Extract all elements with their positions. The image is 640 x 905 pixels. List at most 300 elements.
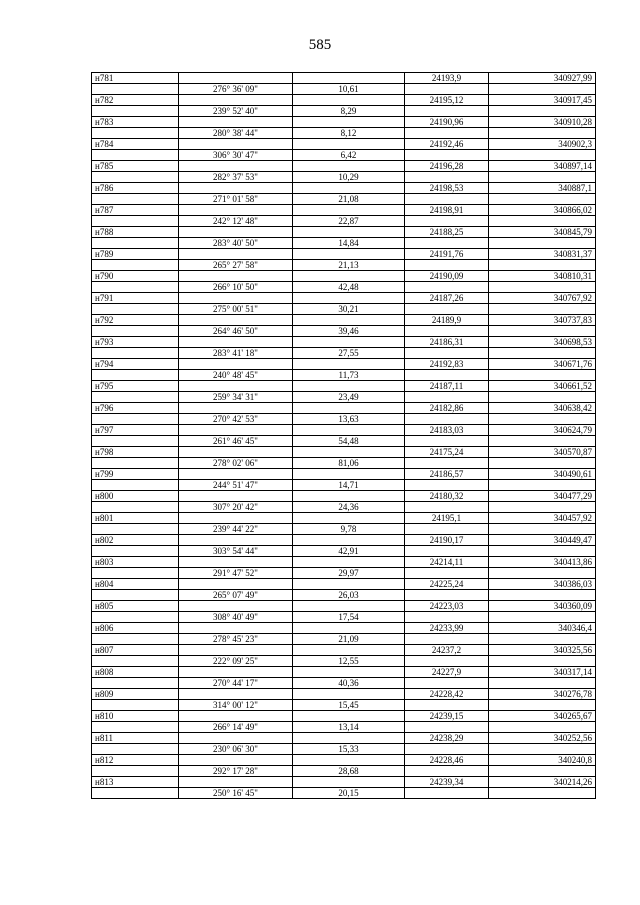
page-number: 585 — [308, 37, 332, 53]
empty-cell — [92, 370, 179, 381]
coordinate-x: 24198,91 — [405, 205, 489, 216]
empty-cell — [92, 480, 179, 491]
empty-cell — [179, 403, 293, 414]
coordinates-table-body — [92, 73, 596, 799]
empty-cell — [489, 282, 596, 293]
segment-distance: 54,48 — [293, 436, 405, 447]
empty-cell — [405, 106, 489, 117]
coordinate-y: 340897,14 — [489, 161, 596, 172]
segment-distance: 30,21 — [293, 304, 405, 315]
point-id: н797 — [92, 425, 179, 436]
segment-distance: 6,42 — [293, 150, 405, 161]
segment-row — [92, 348, 596, 359]
coordinate-x: 24237,2 — [405, 645, 489, 656]
coordinate-x: 24192,83 — [405, 359, 489, 370]
empty-cell — [405, 326, 489, 337]
segment-distance: 42,48 — [293, 282, 405, 293]
segment-distance: 27,55 — [293, 348, 405, 359]
segment-distance: 24,36 — [293, 502, 405, 513]
coordinate-y: 340831,37 — [489, 249, 596, 260]
empty-cell — [489, 678, 596, 689]
point-row — [92, 315, 596, 326]
empty-cell — [92, 326, 179, 337]
segment-row — [92, 612, 596, 623]
coordinate-y: 340671,76 — [489, 359, 596, 370]
segment-row — [92, 304, 596, 315]
point-id: н804 — [92, 579, 179, 590]
empty-cell — [179, 425, 293, 436]
segment-distance: 10,29 — [293, 172, 405, 183]
segment-row — [92, 326, 596, 337]
empty-cell — [489, 788, 596, 799]
coordinate-x: 24187,26 — [405, 293, 489, 304]
point-id: н803 — [92, 557, 179, 568]
point-row — [92, 579, 596, 590]
empty-cell — [179, 95, 293, 106]
empty-cell — [293, 403, 405, 414]
empty-cell — [179, 359, 293, 370]
empty-cell — [293, 689, 405, 700]
point-row — [92, 447, 596, 458]
segment-row — [92, 128, 596, 139]
empty-cell — [179, 381, 293, 392]
empty-cell — [489, 150, 596, 161]
empty-cell — [405, 172, 489, 183]
empty-cell — [489, 502, 596, 513]
coordinate-x: 24190,17 — [405, 535, 489, 546]
segment-row — [92, 260, 596, 271]
empty-cell — [293, 227, 405, 238]
direction-angle: 270° 44' 17" — [179, 678, 293, 689]
segment-row — [92, 678, 596, 689]
coordinate-x: 24193,9 — [405, 73, 489, 84]
point-row — [92, 293, 596, 304]
empty-cell — [92, 304, 179, 315]
empty-cell — [179, 161, 293, 172]
segment-row — [92, 238, 596, 249]
empty-cell — [92, 260, 179, 271]
empty-cell — [293, 73, 405, 84]
empty-cell — [293, 183, 405, 194]
direction-angle: 278° 02' 06" — [179, 458, 293, 469]
coordinate-x: 24190,96 — [405, 117, 489, 128]
point-row — [92, 425, 596, 436]
direction-angle: 283° 41' 18" — [179, 348, 293, 359]
direction-angle: 275° 00' 51" — [179, 304, 293, 315]
empty-cell — [293, 359, 405, 370]
segment-distance: 14,71 — [293, 480, 405, 491]
empty-cell — [489, 480, 596, 491]
coordinate-y: 340413,86 — [489, 557, 596, 568]
point-row — [92, 73, 596, 84]
segment-row — [92, 546, 596, 557]
point-row — [92, 161, 596, 172]
coordinate-y: 340276,78 — [489, 689, 596, 700]
empty-cell — [179, 271, 293, 282]
segment-distance: 39,46 — [293, 326, 405, 337]
point-id: н789 — [92, 249, 179, 260]
segment-distance: 81,06 — [293, 458, 405, 469]
empty-cell — [489, 612, 596, 623]
segment-row — [92, 656, 596, 667]
empty-cell — [92, 700, 179, 711]
point-id: н793 — [92, 337, 179, 348]
point-id: н801 — [92, 513, 179, 524]
point-id: н790 — [92, 271, 179, 282]
direction-angle: 264° 46' 50" — [179, 326, 293, 337]
segment-row — [92, 436, 596, 447]
empty-cell — [179, 183, 293, 194]
segment-distance: 12,55 — [293, 656, 405, 667]
empty-cell — [405, 722, 489, 733]
empty-cell — [405, 480, 489, 491]
point-row — [92, 337, 596, 348]
segment-row — [92, 590, 596, 601]
segment-distance: 13,63 — [293, 414, 405, 425]
empty-cell — [92, 216, 179, 227]
direction-angle: 239° 44' 22" — [179, 524, 293, 535]
coordinate-y: 340240,8 — [489, 755, 596, 766]
direction-angle: 292° 17' 28" — [179, 766, 293, 777]
empty-cell — [179, 579, 293, 590]
direction-angle: 250° 16' 45" — [179, 788, 293, 799]
point-id: н783 — [92, 117, 179, 128]
empty-cell — [92, 656, 179, 667]
coordinate-y: 340661,52 — [489, 381, 596, 392]
empty-cell — [92, 546, 179, 557]
empty-cell — [92, 458, 179, 469]
empty-cell — [92, 84, 179, 95]
empty-cell — [179, 139, 293, 150]
coordinate-y: 340346,4 — [489, 623, 596, 634]
empty-cell — [293, 645, 405, 656]
segment-distance: 8,12 — [293, 128, 405, 139]
empty-cell — [179, 535, 293, 546]
segment-distance: 20,15 — [293, 788, 405, 799]
point-row — [92, 183, 596, 194]
point-row — [92, 227, 596, 238]
coordinate-y: 340624,79 — [489, 425, 596, 436]
point-id: н807 — [92, 645, 179, 656]
coordinate-x: 24228,46 — [405, 755, 489, 766]
empty-cell — [489, 260, 596, 271]
segment-row — [92, 106, 596, 117]
segment-row — [92, 502, 596, 513]
coordinate-y: 340214,26 — [489, 777, 596, 788]
point-id: н788 — [92, 227, 179, 238]
empty-cell — [489, 106, 596, 117]
point-id: н811 — [92, 733, 179, 744]
coordinate-x: 24225,24 — [405, 579, 489, 590]
coordinate-y: 340386,03 — [489, 579, 596, 590]
empty-cell — [405, 546, 489, 557]
coordinate-y: 340457,92 — [489, 513, 596, 524]
coordinate-x: 24195,12 — [405, 95, 489, 106]
coordinate-x: 24196,28 — [405, 161, 489, 172]
empty-cell — [179, 73, 293, 84]
direction-angle: 266° 14' 49" — [179, 722, 293, 733]
point-id: н796 — [92, 403, 179, 414]
coordinate-x: 24188,25 — [405, 227, 489, 238]
segment-distance: 28,68 — [293, 766, 405, 777]
coordinate-x: 24238,29 — [405, 733, 489, 744]
direction-angle: 283° 40' 50" — [179, 238, 293, 249]
empty-cell — [489, 568, 596, 579]
segment-distance: 14,84 — [293, 238, 405, 249]
coordinate-x: 24198,53 — [405, 183, 489, 194]
segment-distance: 21,13 — [293, 260, 405, 271]
empty-cell — [489, 348, 596, 359]
empty-cell — [293, 95, 405, 106]
empty-cell — [179, 293, 293, 304]
empty-cell — [293, 161, 405, 172]
point-id: н806 — [92, 623, 179, 634]
segment-distance: 15,33 — [293, 744, 405, 755]
coordinate-x: 24191,76 — [405, 249, 489, 260]
coordinate-x: 24223,03 — [405, 601, 489, 612]
empty-cell — [489, 172, 596, 183]
coordinate-x: 24189,9 — [405, 315, 489, 326]
empty-cell — [405, 260, 489, 271]
segment-row — [92, 568, 596, 579]
point-id: н786 — [92, 183, 179, 194]
segment-row — [92, 700, 596, 711]
coordinate-x: 24233,99 — [405, 623, 489, 634]
direction-angle: 244° 51' 47" — [179, 480, 293, 491]
empty-cell — [489, 84, 596, 95]
empty-cell — [179, 315, 293, 326]
empty-cell — [92, 678, 179, 689]
empty-cell — [92, 568, 179, 579]
segment-row — [92, 194, 596, 205]
coordinate-y: 340866,02 — [489, 205, 596, 216]
coordinate-x: 24187,11 — [405, 381, 489, 392]
empty-cell — [489, 194, 596, 205]
empty-cell — [405, 150, 489, 161]
segment-distance: 21,09 — [293, 634, 405, 645]
coordinate-y: 340325,56 — [489, 645, 596, 656]
coordinate-y: 340317,14 — [489, 667, 596, 678]
empty-cell — [405, 678, 489, 689]
coordinate-y: 340638,42 — [489, 403, 596, 414]
empty-cell — [293, 249, 405, 260]
empty-cell — [92, 766, 179, 777]
empty-cell — [405, 744, 489, 755]
coordinate-y: 340810,31 — [489, 271, 596, 282]
coordinate-x: 24192,46 — [405, 139, 489, 150]
empty-cell — [489, 370, 596, 381]
coordinate-y: 340902,3 — [489, 139, 596, 150]
segment-row — [92, 788, 596, 799]
direction-angle: 280° 38' 44" — [179, 128, 293, 139]
point-id: н794 — [92, 359, 179, 370]
coordinate-x: 24227,9 — [405, 667, 489, 678]
empty-cell — [405, 612, 489, 623]
empty-cell — [92, 348, 179, 359]
empty-cell — [293, 601, 405, 612]
point-row — [92, 469, 596, 480]
empty-cell — [179, 227, 293, 238]
point-row — [92, 513, 596, 524]
empty-cell — [405, 502, 489, 513]
direction-angle: 308° 40' 49" — [179, 612, 293, 623]
empty-cell — [293, 755, 405, 766]
empty-cell — [489, 656, 596, 667]
empty-cell — [489, 766, 596, 777]
point-id: н792 — [92, 315, 179, 326]
empty-cell — [405, 590, 489, 601]
empty-cell — [179, 205, 293, 216]
segment-distance: 8,29 — [293, 106, 405, 117]
coordinate-y: 340910,28 — [489, 117, 596, 128]
coordinate-x: 24186,31 — [405, 337, 489, 348]
empty-cell — [293, 469, 405, 480]
coordinate-y: 340698,53 — [489, 337, 596, 348]
segment-distance: 11,73 — [293, 370, 405, 381]
empty-cell — [489, 436, 596, 447]
point-row — [92, 623, 596, 634]
empty-cell — [405, 304, 489, 315]
empty-cell — [489, 700, 596, 711]
direction-angle: 230° 06' 30" — [179, 744, 293, 755]
point-id: н782 — [92, 95, 179, 106]
direction-angle: 242° 12' 48" — [179, 216, 293, 227]
point-row — [92, 733, 596, 744]
segment-row — [92, 172, 596, 183]
empty-cell — [293, 623, 405, 634]
empty-cell — [293, 139, 405, 150]
empty-cell — [179, 513, 293, 524]
point-row — [92, 205, 596, 216]
empty-cell — [179, 623, 293, 634]
point-id: н808 — [92, 667, 179, 678]
empty-cell — [92, 282, 179, 293]
empty-cell — [489, 128, 596, 139]
point-row — [92, 711, 596, 722]
point-row — [92, 95, 596, 106]
empty-cell — [92, 392, 179, 403]
empty-cell — [293, 711, 405, 722]
point-row — [92, 359, 596, 370]
empty-cell — [405, 238, 489, 249]
point-id: н787 — [92, 205, 179, 216]
point-row — [92, 755, 596, 766]
empty-cell — [489, 546, 596, 557]
coordinate-y: 340570,87 — [489, 447, 596, 458]
empty-cell — [489, 634, 596, 645]
empty-cell — [92, 436, 179, 447]
coordinate-y: 340887,1 — [489, 183, 596, 194]
segment-row — [92, 744, 596, 755]
empty-cell — [179, 117, 293, 128]
segment-row — [92, 370, 596, 381]
coordinate-x: 24183,03 — [405, 425, 489, 436]
direction-angle: 303° 54' 44" — [179, 546, 293, 557]
segment-row — [92, 282, 596, 293]
empty-cell — [293, 579, 405, 590]
direction-angle: 270° 42' 53" — [179, 414, 293, 425]
segment-distance: 17,54 — [293, 612, 405, 623]
segment-distance: 40,36 — [293, 678, 405, 689]
empty-cell — [92, 172, 179, 183]
direction-angle: 222° 09' 25" — [179, 656, 293, 667]
coordinate-x: 24195,1 — [405, 513, 489, 524]
coordinate-x: 24239,15 — [405, 711, 489, 722]
point-id: н795 — [92, 381, 179, 392]
empty-cell — [92, 150, 179, 161]
point-row — [92, 535, 596, 546]
point-id: н785 — [92, 161, 179, 172]
direction-angle: 259° 34' 31" — [179, 392, 293, 403]
empty-cell — [489, 414, 596, 425]
segment-distance: 22,87 — [293, 216, 405, 227]
empty-cell — [179, 249, 293, 260]
empty-cell — [489, 392, 596, 403]
point-id: н781 — [92, 73, 179, 84]
coordinate-x: 24180,32 — [405, 491, 489, 502]
empty-cell — [489, 744, 596, 755]
segment-row — [92, 84, 596, 95]
segment-row — [92, 150, 596, 161]
segment-row — [92, 634, 596, 645]
empty-cell — [293, 315, 405, 326]
empty-cell — [92, 634, 179, 645]
empty-cell — [179, 755, 293, 766]
empty-cell — [179, 777, 293, 788]
point-id: н799 — [92, 469, 179, 480]
empty-cell — [405, 634, 489, 645]
empty-cell — [489, 458, 596, 469]
empty-cell — [405, 84, 489, 95]
empty-cell — [405, 700, 489, 711]
empty-cell — [92, 238, 179, 249]
coordinate-x: 24175,24 — [405, 447, 489, 458]
coordinate-y: 340360,09 — [489, 601, 596, 612]
coordinate-y: 340737,83 — [489, 315, 596, 326]
point-row — [92, 667, 596, 678]
point-row — [92, 381, 596, 392]
empty-cell — [293, 535, 405, 546]
point-id: н809 — [92, 689, 179, 700]
empty-cell — [179, 447, 293, 458]
direction-angle: 276° 36' 09" — [179, 84, 293, 95]
point-id: н805 — [92, 601, 179, 612]
empty-cell — [405, 656, 489, 667]
empty-cell — [405, 458, 489, 469]
coordinate-y: 340927,99 — [489, 73, 596, 84]
segment-distance: 42,91 — [293, 546, 405, 557]
empty-cell — [405, 414, 489, 425]
coordinate-y: 340265,67 — [489, 711, 596, 722]
empty-cell — [293, 425, 405, 436]
point-row — [92, 249, 596, 260]
empty-cell — [293, 205, 405, 216]
point-id: н812 — [92, 755, 179, 766]
empty-cell — [92, 414, 179, 425]
coordinate-y: 340490,61 — [489, 469, 596, 480]
point-row — [92, 117, 596, 128]
direction-angle: 265° 07' 49" — [179, 590, 293, 601]
segment-row — [92, 722, 596, 733]
empty-cell — [489, 326, 596, 337]
direction-angle: 307° 20' 42" — [179, 502, 293, 513]
empty-cell — [179, 557, 293, 568]
empty-cell — [489, 304, 596, 315]
empty-cell — [489, 590, 596, 601]
point-row — [92, 601, 596, 612]
empty-cell — [179, 645, 293, 656]
point-row — [92, 403, 596, 414]
